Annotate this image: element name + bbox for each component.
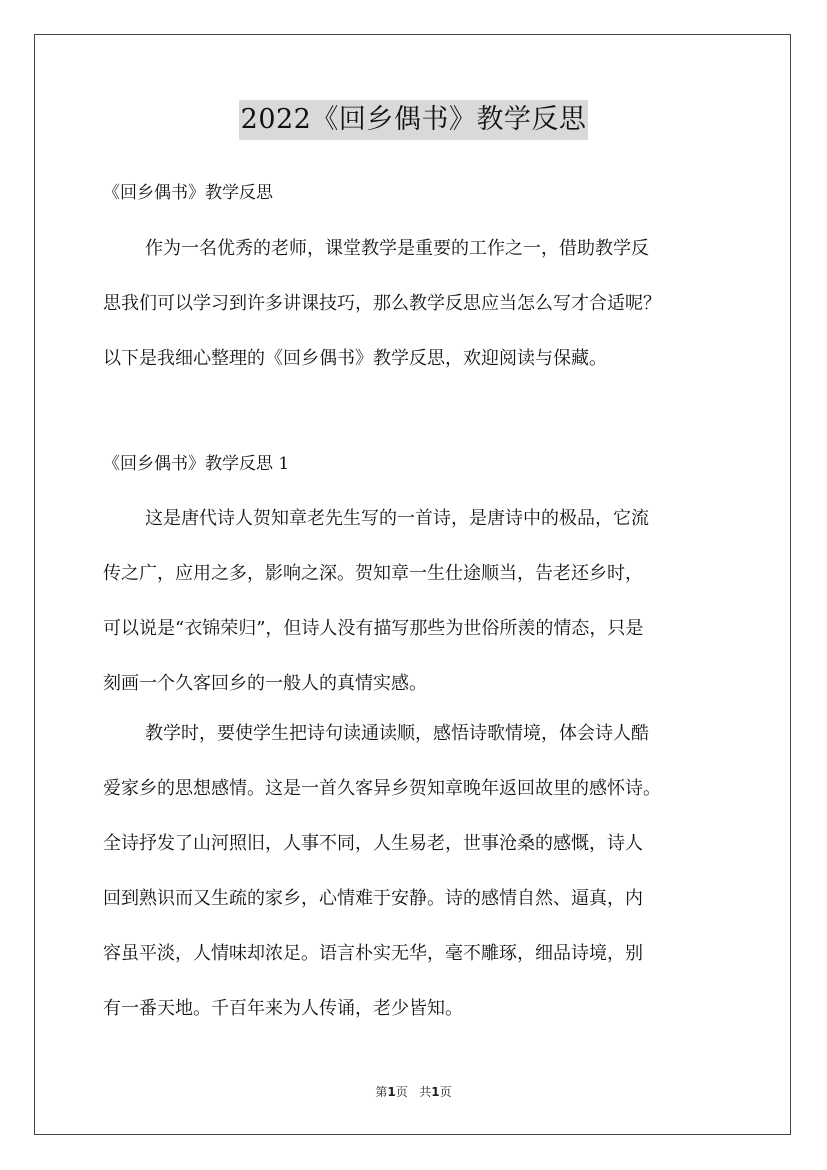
- page-number-prefix: 第: [375, 1085, 388, 1099]
- page-footer: [0, 1084, 827, 1100]
- section-1-paragraph-1: [103, 491, 743, 711]
- section-1-paragraph-2: [103, 706, 743, 1036]
- paragraph-line: 回到熟识而又生疏的家乡，心情难于安静。诗的感情自然、逼真，内: [103, 888, 643, 909]
- paragraph-line: 刻画一个久客回乡的一般人的真情实感。: [103, 673, 427, 694]
- section-1-heading: 《回乡偶书》教学反思 1: [103, 454, 290, 474]
- page-number-suffix: 页: [395, 1085, 408, 1099]
- intro-heading: 《回乡偶书》教学反思: [103, 183, 273, 203]
- paragraph-line: 爱家乡的思想感情。这是一首久客异乡贺知章晚年返回故里的感怀诗。: [103, 778, 661, 799]
- paragraph-line: 教学时，要使学生把诗句读通读顺，感悟诗歌情境，体会诗人酷: [145, 723, 649, 744]
- paragraph-line: 有一番天地。千百年来为人传诵，老少皆知。: [103, 998, 463, 1019]
- paragraph-line: 以下是我细心整理的《回乡偶书》教学反思，欢迎阅读与保藏。: [103, 348, 607, 369]
- title-container: [0, 100, 827, 140]
- page-total-prefix: 共: [419, 1085, 432, 1099]
- document-title: 2022《回乡偶书》教学反思: [239, 100, 589, 140]
- paragraph-line: 作为一名优秀的老师，课堂教学是重要的工作之一，借助教学反: [145, 238, 649, 259]
- page-total-suffix: 页: [439, 1085, 452, 1099]
- page-total-number: 1: [431, 1085, 440, 1099]
- paragraph-line: 思我们可以学习到许多讲课技巧，那么教学反思应当怎么写才合适呢？: [103, 293, 661, 314]
- paragraph-line: 可以说是“衣锦荣归”，但诗人没有描写那些为世俗所羡的情态，只是: [103, 618, 644, 639]
- page-current-number: 1: [387, 1085, 396, 1099]
- paragraph-line: 容虽平淡，人情味却浓足。语言朴实无华，毫不雕琢，细品诗境，别: [103, 943, 643, 964]
- paragraph-line: 全诗抒发了山河照旧，人事不同，人生易老，世事沧桑的感慨，诗人: [103, 833, 643, 854]
- paragraph-line: 传之广，应用之多，影响之深。贺知章一生仕途顺当，告老还乡时，: [103, 563, 643, 584]
- paragraph-line: 这是唐代诗人贺知章老先生写的一首诗，是唐诗中的极品，它流: [145, 508, 649, 529]
- intro-paragraph: [103, 221, 743, 386]
